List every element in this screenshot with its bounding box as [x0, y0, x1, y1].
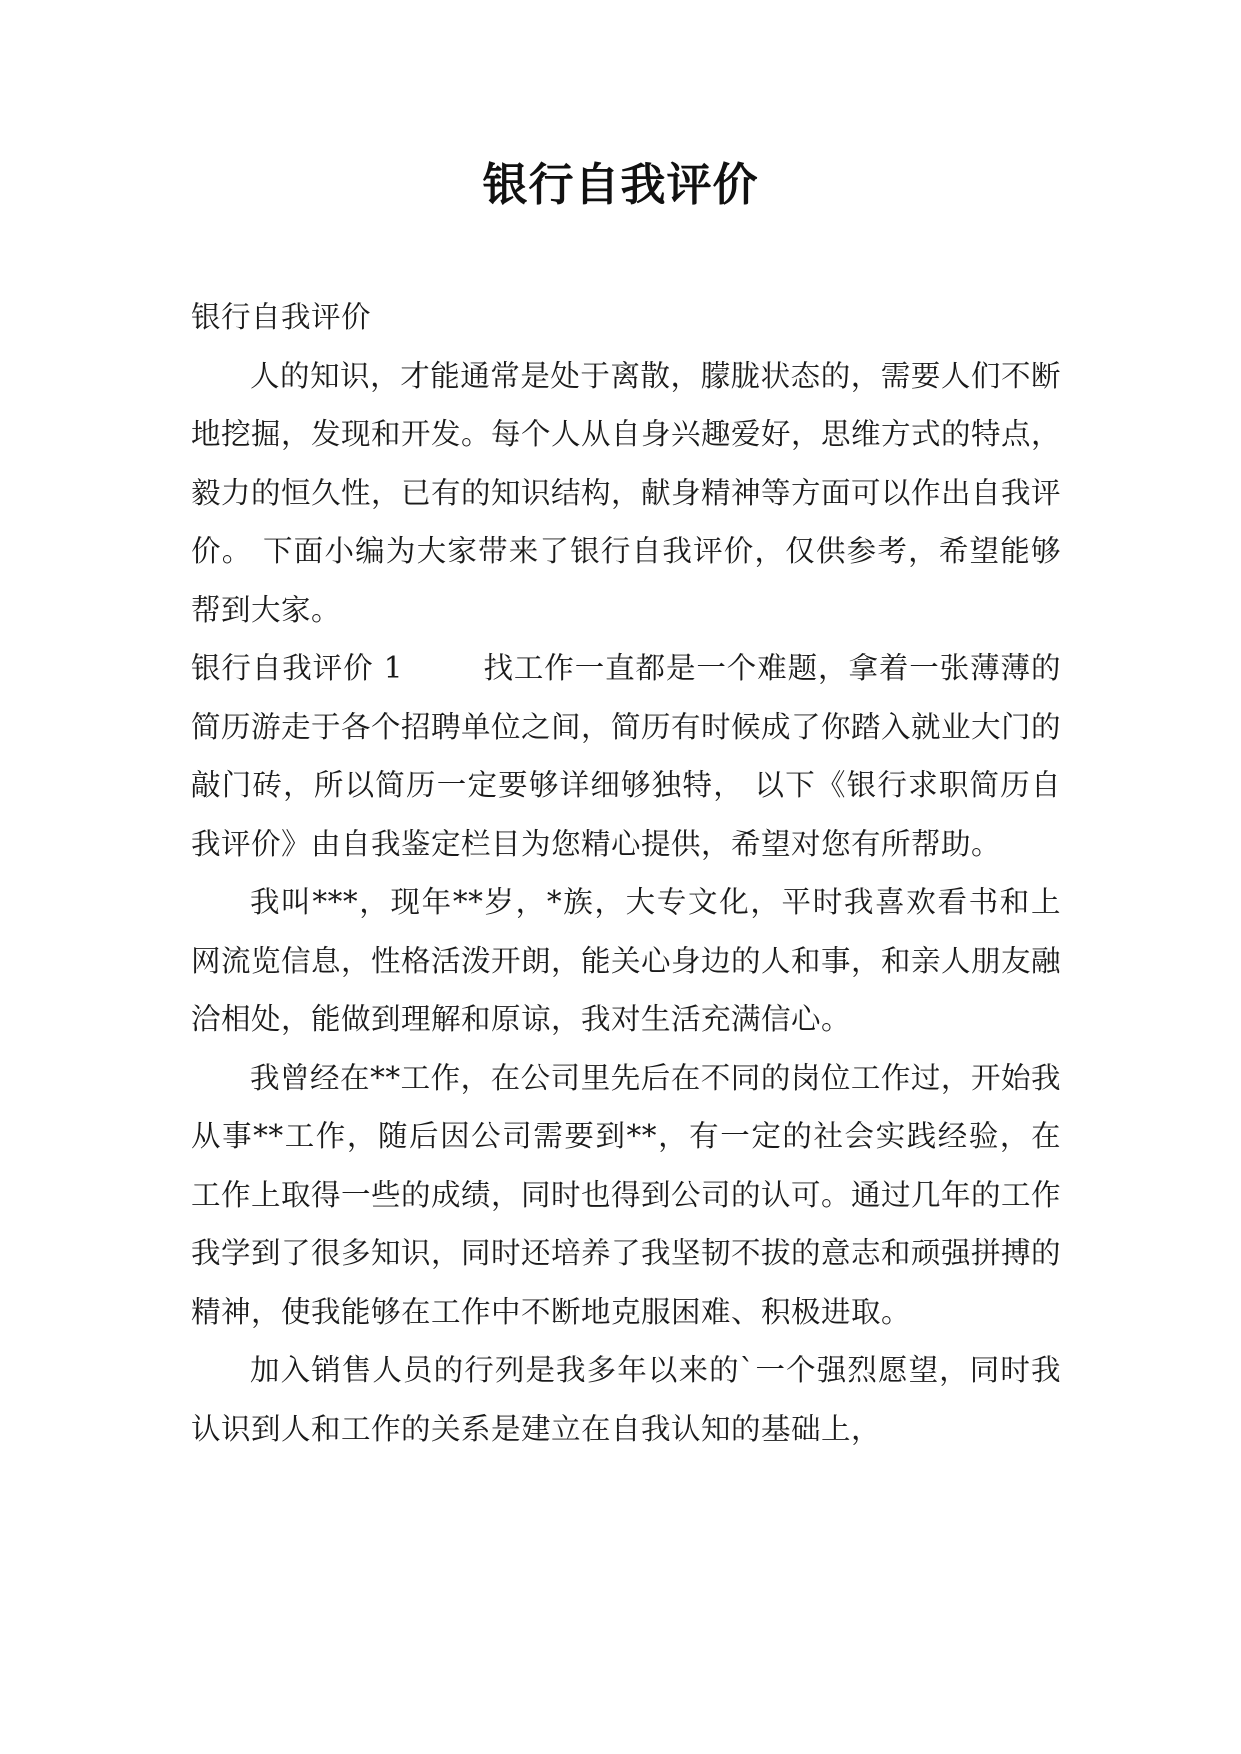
document-title: 银行自我评价	[482, 158, 759, 211]
sales-aspiration-paragraph: 加入销售人员的行列是我多年以来的`一个强烈愿望，同时我认识到人和工作的关系是建立在自我认知的基础上，	[191, 1353, 1061, 1446]
self-intro-paragraph: 我叫***，现年**岁，*族，大专文化，平时我喜欢看书和上网流览信息，性格活泼开朗，能关心身边的人和事，和亲人朋友融洽相处，能做到理解和原谅，我对生活充满信心。	[191, 885, 1062, 1036]
section-1-text: 找工作一直都是一个难题，拿着一张薄薄的简历游走于各个招聘单位之间，简历有时候成了你踏入就业大门的敲门砖，所以简历一定要够详细够独特， 以下《银行求职简历自我评价》由自我鉴定栏目为您精心提供，希望对您有所帮助。	[191, 651, 1062, 861]
intro-paragraph: 人的知识，才能通常是处于离散，朦胧状态的，需要人们不断地挖掘，发现和开发。每个人从自身兴趣爱好，思维方式的特点，毅力的恒久性，已有的知识结构，献身精神等方面可以作出自我评价。 下面小编为大家带来了银行自我评价，仅供参考，希望能够帮到大家。	[191, 358, 1062, 627]
document-subtitle: 银行自我评价	[191, 300, 372, 334]
document-body	[191, 288, 1061, 1458]
work-experience-paragraph: 我曾经在**工作，在公司里先后在不同的岗位工作过，开始我从事**工作，随后因公司需要到**，有一定的社会实践经验，在工作上取得一些的成绩，同时也得到公司的认可。通过几年的工作我学到了很多知识，同时还培养了我坚韧不拔的意志和顽强拼搏的精神，使我能够在工作中不断地克服困难、积极进取。	[191, 1060, 1062, 1329]
section-1-paragraph	[191, 639, 1061, 873]
section-1-heading: 银行自我评价 1	[191, 651, 404, 685]
